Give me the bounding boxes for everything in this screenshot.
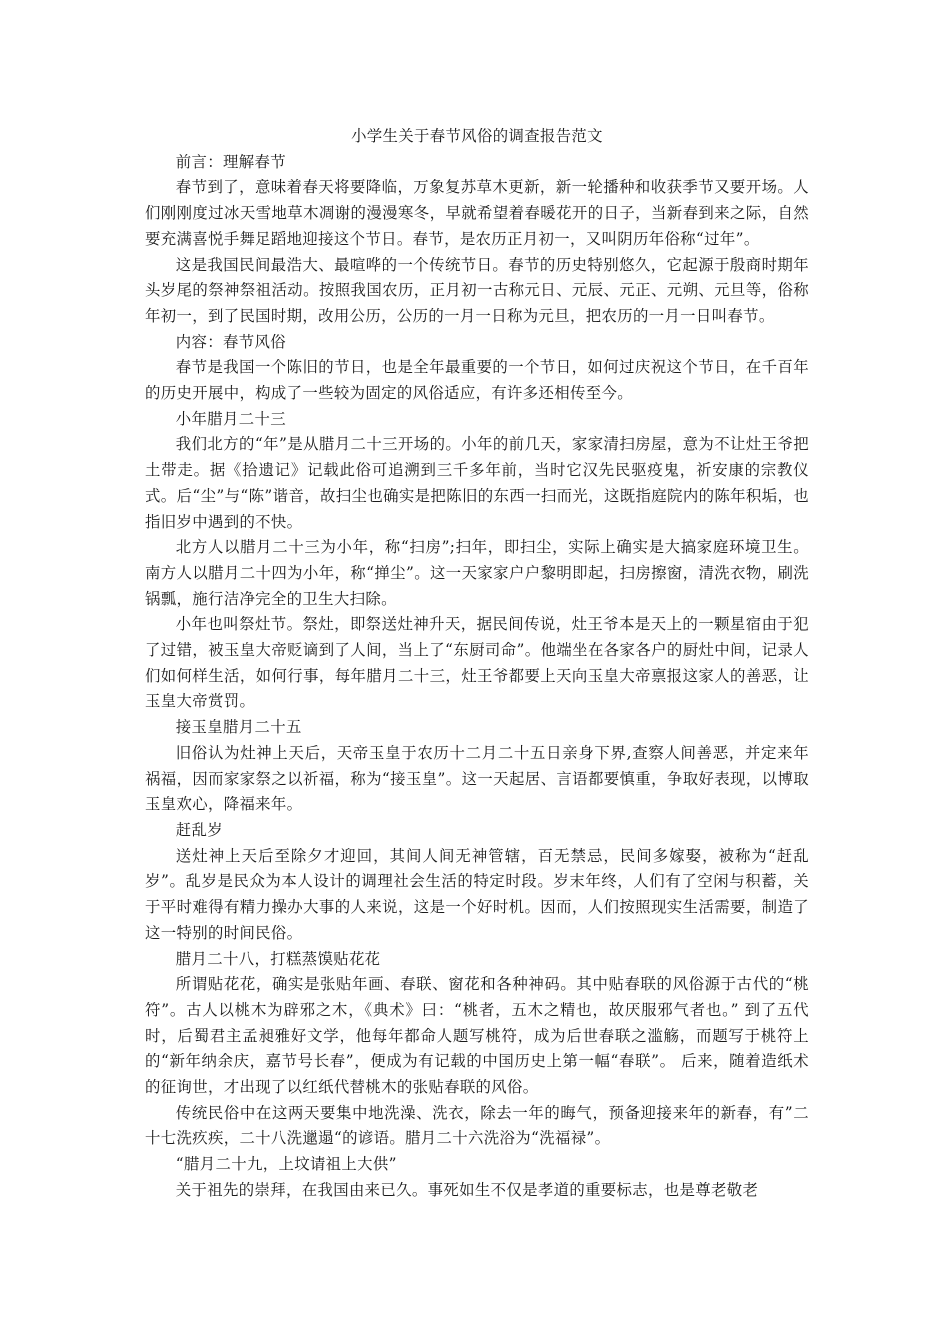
paragraph: 所谓贴花花，确实是张贴年画、春联、窗花和各种神码。其中贴春联的风俗源于古代的“桃符”。古人以桃木为辟邪之木，《典术》曰：“桃者，五木之精也，故厌服邪气者也。” 到了五代时，后蜀君主孟昶雅好文学，他每年都命人题写桃符，成为后世春联之滥觞，而题写于桃符上的“新年纳余庆，嘉节号长春”，便成为有记载的中国历史上第一幅“春联”。 后来，随着造纸术的征询世，才出现了以红纸代替桃木的张贴春联的风俗。 — [145, 975, 809, 1097]
paragraph: 关于祖先的崇拜，在我国由来已久。事死如生不仅是孝道的重要标志，也是尊老敬老 — [175, 1180, 759, 1199]
document-title: 小学生关于春节风俗的调查报告范文 — [351, 127, 603, 145]
document-body — [145, 124, 809, 1204]
section-heading: 接玉皇腊月二十五 — [175, 718, 302, 737]
paragraph: 春节到了，意味着春天将要降临，万象复苏草木更新，新一轮播种和收获季节又要开场。人们刚刚度过冰天雪地草木凋谢的漫漫寒冬，早就希望着春暖花开的日子，当新春到来之际，自然要充满喜悦手舞足蹈地迎接这个节日。春节，是农历正月初一，又叫阴历年俗称“过年”。 — [145, 178, 809, 248]
paragraph: 这是我国民间最浩大、最喧哗的一个传统节日。春节的历史特别悠久，它起源于殷商时期年头岁尾的祭神祭祖活动。按照我国农历，正月初一古称元日、元辰、元正、元朔、元旦等，俗称年初一，到了民国时期，改用公历，公历的一月一日称为元旦，把农历的一月一日叫春节。 — [145, 255, 809, 325]
paragraph: 旧俗认为灶神上天后，天帝玉皇于农历十二月二十五日亲身下界,查察人间善恶，并定来年祸福，因而家家祭之以祈福，称为“接玉皇”。这一天起居、言语都要慎重，争取好表现，以博取玉皇欢心，降福来年。 — [145, 743, 809, 814]
section-heading: 小年腊月二十三 — [175, 409, 286, 428]
section-heading: 赶乱岁 — [175, 820, 224, 839]
paragraph: 我们北方的“年”是从腊月二十三开场的。小年的前几天，家家清扫房屋，意为不让灶王爷把土带走。据《拾遗记》记载此俗可追溯到三千多年前，当时它汉先民驱疫鬼，祈安康的宗教仪式。后“尘”与“陈”谐音，故扫尘也确实是把陈旧的东西一扫而光，这既指庭院内的陈年积垢，也指旧岁中遇到的不快。 — [145, 435, 809, 531]
paragraph: 小年也叫祭灶节。祭灶，即祭送灶神升天，据民间传说，灶王爷本是天上的一颗星宿由于犯了过错，被玉皇大帝贬谪到了人间，当上了“东厨司命”。他端坐在各家各户的厨灶中间，记录人们如何样生活，如何行事，每年腊月二十三，灶王爷都要上天向玉皇大帝禀报这家人的善恶，让玉皇大帝赏罚。 — [145, 615, 809, 711]
section-heading: 前言：理解春节 — [175, 152, 286, 171]
section-heading: 内容：春节风俗 — [175, 332, 286, 351]
paragraph: 送灶神上天后至除夕才迎回，其间人间无神管辖，百无禁忌，民间多嫁娶，被称为“赶乱岁”。乱岁是民众为本人设计的调理社会生活的特定时段。岁末年终，人们有了空闲与积蓄，关于平时难得有精力操办大事的人来说，这是一个好时机。因而，人们按照现实生活需要，制造了这一特别的时间民俗。 — [145, 846, 809, 942]
paragraph: 传统民俗中在这两天要集中地洗澡、洗衣，除去一年的晦气，预备迎接来年的新春，有”二十七洗疚疾，二十八洗邋遢“的谚语。腊月二十六洗浴为“洗福禄”。 — [145, 1103, 809, 1148]
section-heading: 腊月二十八，打糕蒸馍贴花花 — [175, 949, 381, 968]
paragraph: 北方人以腊月二十三为小年，称“扫房”;扫年，即扫尘，实际上确实是大搞家庭环境卫生。南方人以腊月二十四为小年，称“掸尘”。这一天家家户户黎明即起，扫房擦窗，清洗衣物，刷洗锅瓢，施行洁净完全的卫生大扫除。 — [145, 538, 809, 608]
section-heading: “腊月二十九，上坟请祖上大供” — [175, 1155, 397, 1174]
paragraph: 春节是我国一个陈旧的节日，也是全年最重要的一个节日，如何过庆祝这个节日，在千百年的历史开展中，构成了一些较为固定的风俗适应，有许多还相传至今。 — [145, 358, 809, 403]
